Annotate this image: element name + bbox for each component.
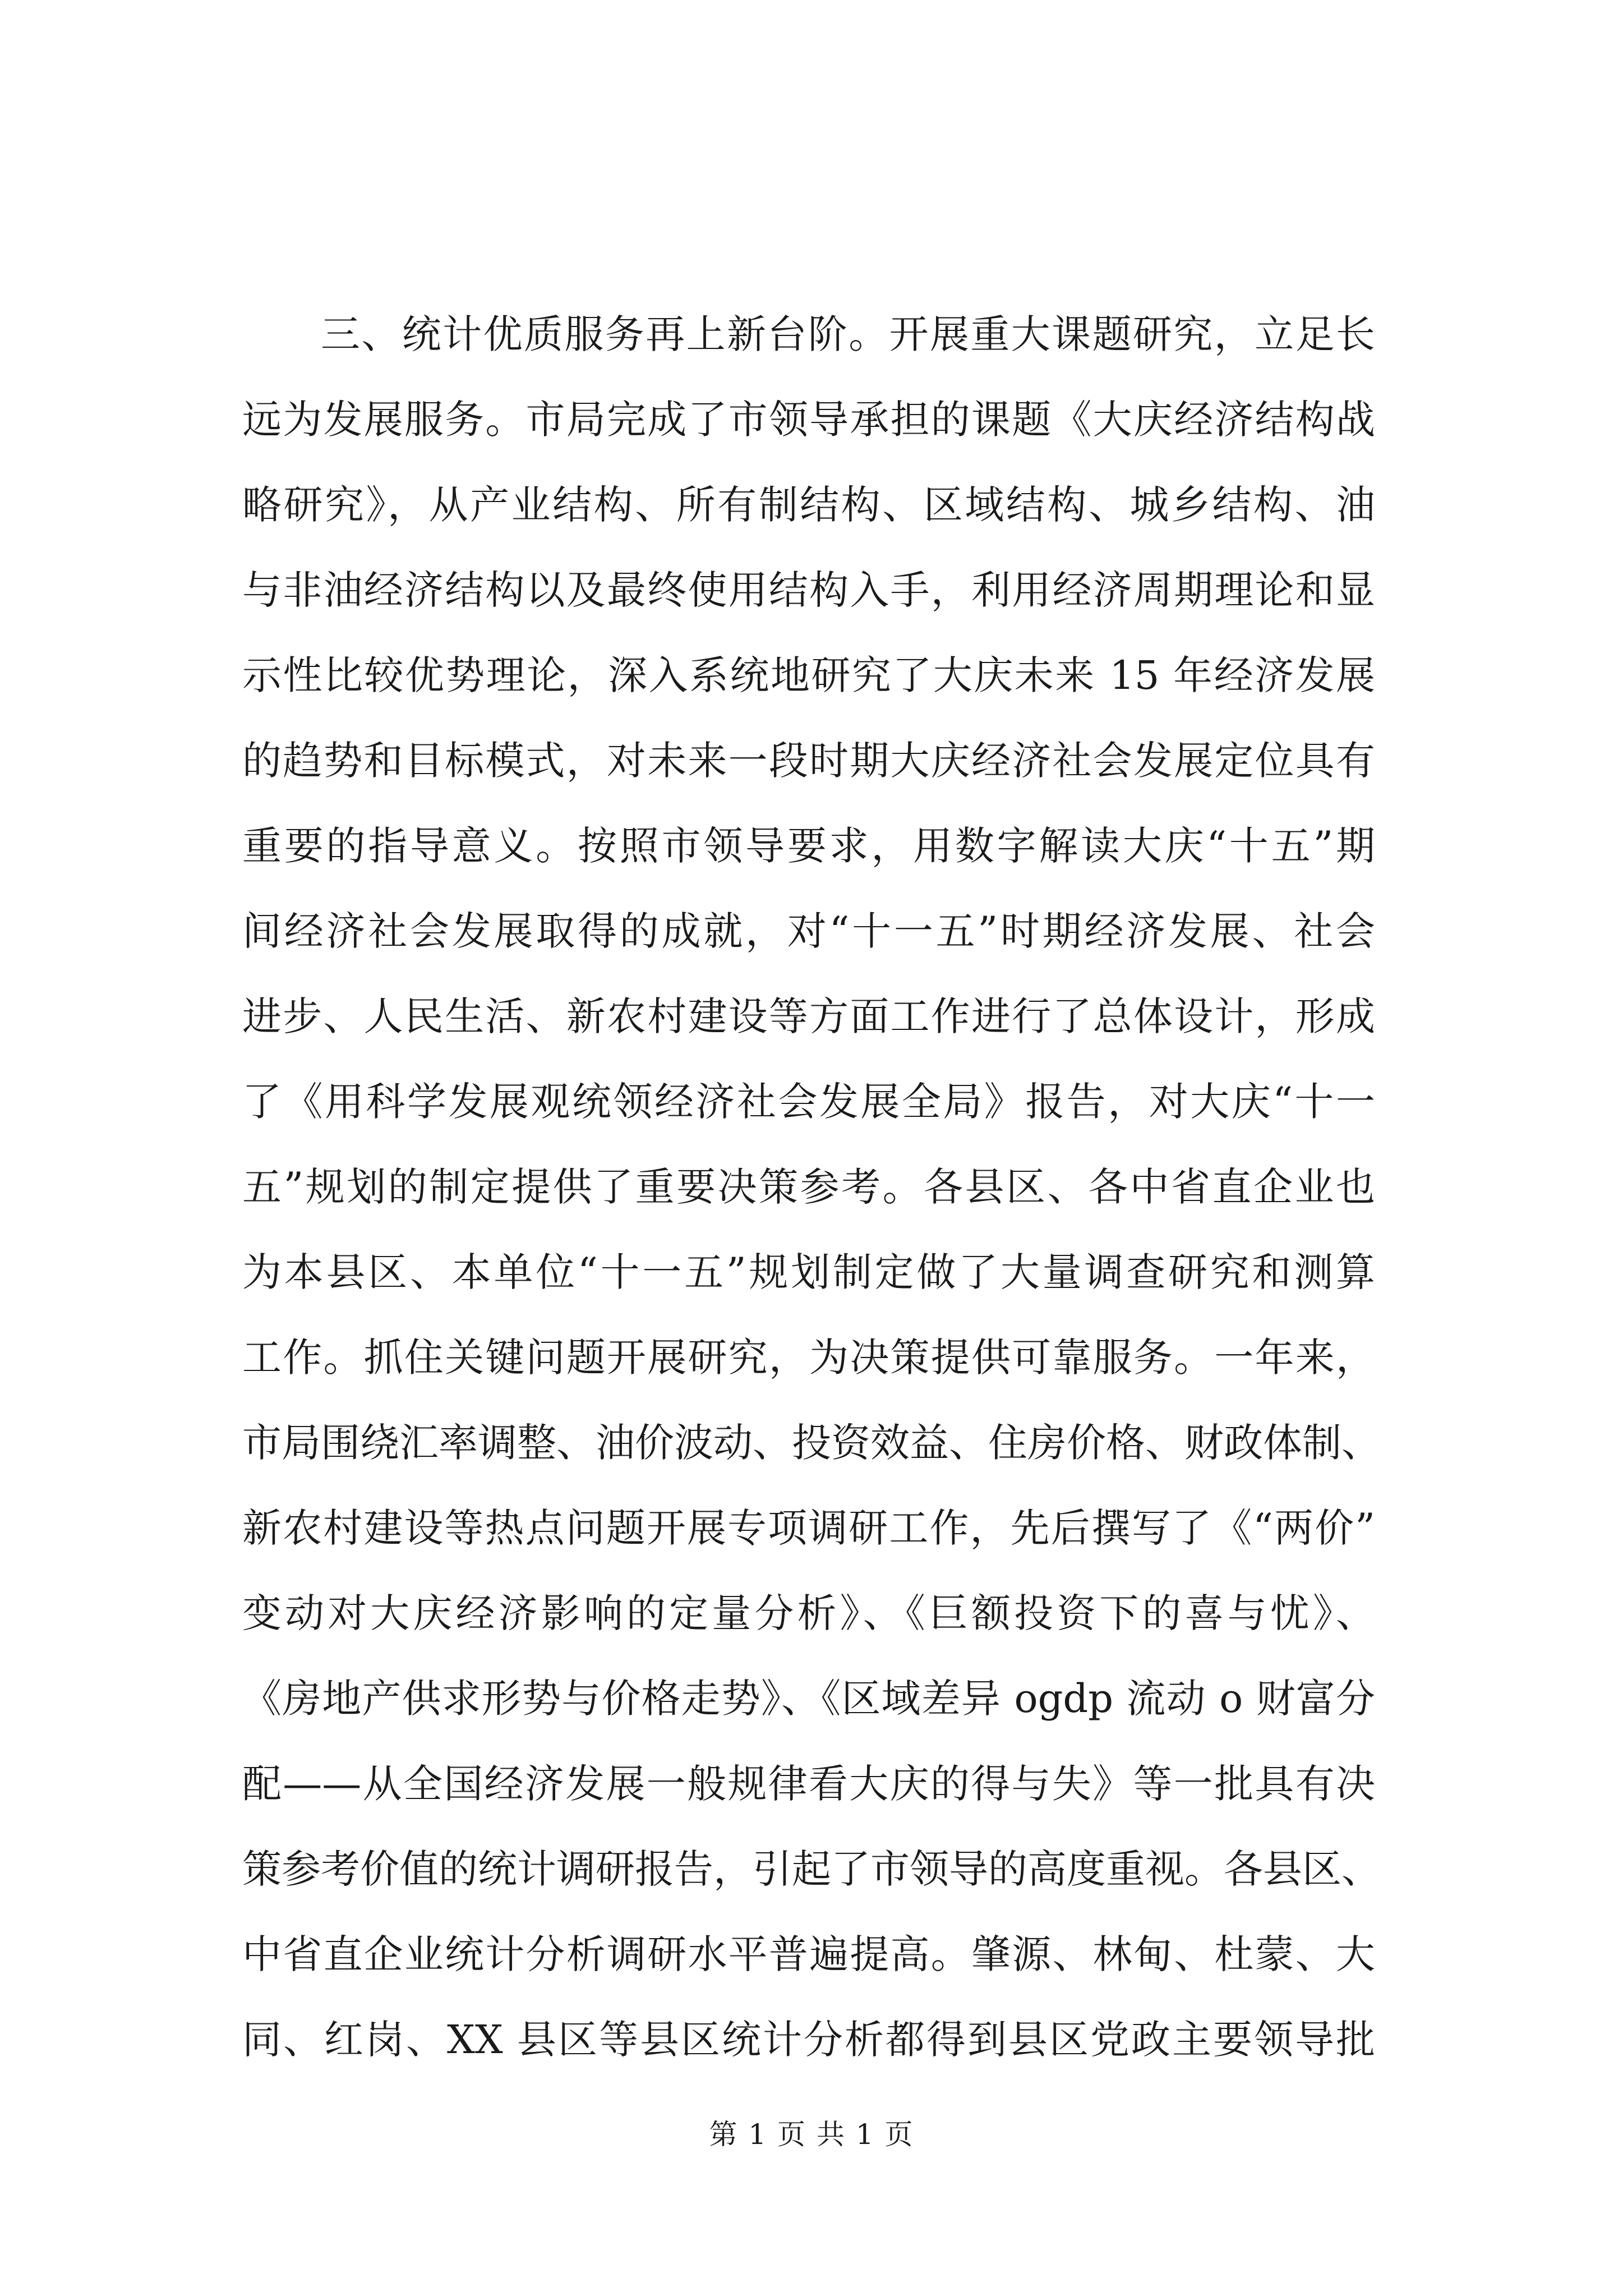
- text-line: 与非油经济结构以及最终使用结构入手，利用经济周期理论和显: [242, 567, 1375, 613]
- text-line: 为本县区、本单位“十一五”规划制定做了大量调查研究和测算: [242, 1249, 1375, 1295]
- text-line: 示性比较优势理论，深入系统地研究了大庆未来 15 年经济发展: [242, 652, 1375, 698]
- text-line: 间经济社会发展取得的成就，对“十一五”时期经济发展、社会: [242, 908, 1375, 954]
- text-line: 市局围绕汇率调整、油价波动、投资效益、住房价格、财政体制、: [242, 1420, 1381, 1466]
- body-paragraph: [242, 292, 1381, 2082]
- text-line: 略研究》，从产业结构、所有制结构、区域结构、城乡结构、油: [242, 482, 1375, 528]
- text-line: 工作。抓住关键问题开展研究，为决策提供可靠服务。一年来，: [242, 1335, 1375, 1381]
- text-line: 新农村建设等热点问题开展专项调研工作，先后撰写了《“两价”: [242, 1505, 1375, 1551]
- text-line: 三、统计优质服务再上新台阶。开展重大课题研究，立足长: [321, 311, 1375, 357]
- text-line: 的趋势和目标模式，对未来一段时期大庆经济社会发展定位具有: [242, 738, 1375, 784]
- text-line: 进步、人民生活、新农村建设等方面工作进行了总体设计，形成: [242, 993, 1375, 1039]
- page-number: 第 1 页 共 1 页: [709, 2118, 914, 2151]
- text-line: 五”规划的制定提供了重要决策参考。各县区、各中省直企业也: [242, 1164, 1375, 1210]
- text-line: 策参考价值的统计调研报告，引起了市领导的高度重视。各县区、: [242, 1846, 1381, 1892]
- text-line: 中省直企业统计分析调研水平普遍提高。肇源、林甸、杜蒙、大: [242, 1931, 1375, 1977]
- text-line: 变动对大庆经济影响的定量分析》、《巨额投资下的喜与忧》、: [242, 1590, 1375, 1636]
- text-line: 远为发展服务。市局完成了市领导承担的课题《大庆经济结构战: [242, 397, 1375, 443]
- text-line: 同、红岗、XX 县区等县区统计分析都得到县区党政主要领导批: [242, 2017, 1375, 2063]
- text-line: 《房地产供求形势与价格走势》、《区域差异 ogdp 流动 o 财富分: [242, 1676, 1375, 1722]
- text-line: 重要的指导意义。按照市领导要求，用数字解读大庆“十五”期: [242, 823, 1375, 869]
- text-line: 配——从全国经济发展一般规律看大庆的得与失》等一批具有决: [242, 1761, 1375, 1807]
- text-line: 了《用科学发展观统领经济社会发展全局》报告，对大庆“十一: [242, 1079, 1375, 1125]
- page-footer: [0, 2118, 1623, 2151]
